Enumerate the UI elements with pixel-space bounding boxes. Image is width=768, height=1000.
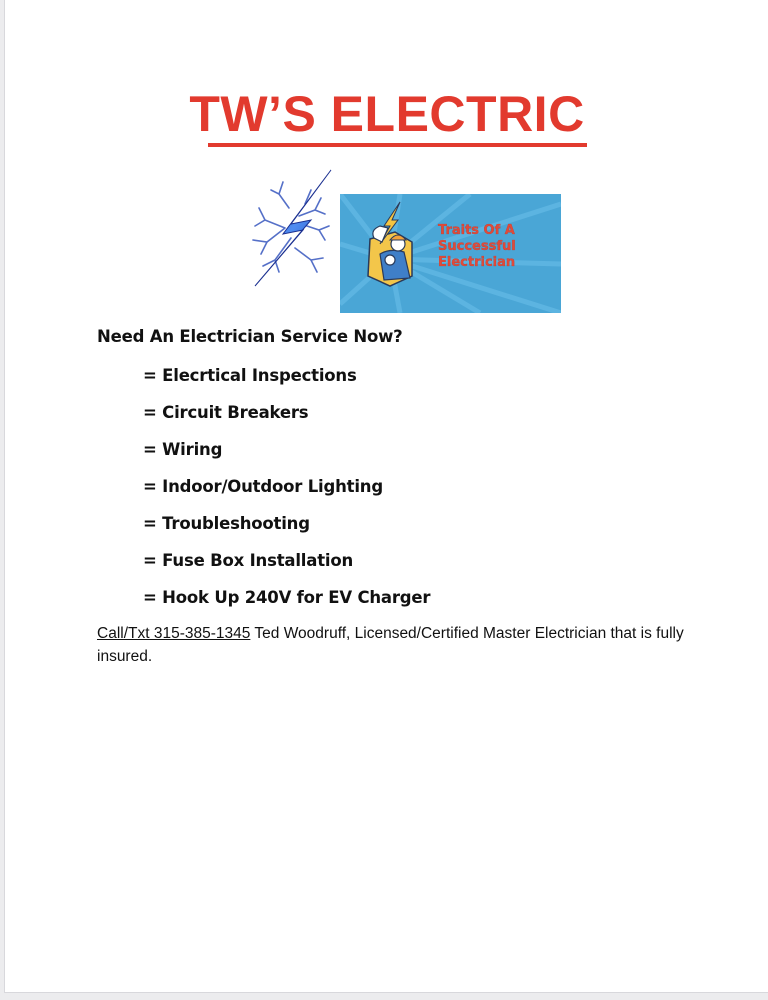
service-item: = Elecrtical Inspections <box>143 366 357 385</box>
service-item: = Indoor/Outdoor Lighting <box>143 477 383 496</box>
banner-line-1: Traits Of A <box>438 223 515 238</box>
document-page <box>4 0 768 993</box>
service-item: = Hook Up 240V for EV Charger <box>143 588 431 607</box>
service-item: = Wiring <box>143 440 223 459</box>
contact-text: Ted Woodruff, Licensed/Certified Master Electrician that is fully insured. <box>97 625 684 665</box>
service-item: = Troubleshooting <box>143 514 310 533</box>
lightning-bolt-icon <box>245 168 337 290</box>
contact-paragraph <box>97 622 707 668</box>
business-title: TW’S ELECTRIC <box>189 86 585 142</box>
banner-line-3: Electrician <box>438 255 516 270</box>
service-item: = Circuit Breakers <box>143 403 309 422</box>
traits-banner-image <box>340 194 561 313</box>
service-item: = Fuse Box Installation <box>143 551 354 570</box>
service-heading: Need An Electrician Service Now? <box>97 327 403 346</box>
phone-link[interactable]: Call/Txt 315-385-1345 <box>97 625 251 642</box>
title-underline <box>208 143 587 147</box>
banner-line-2: Successful <box>438 239 516 254</box>
banner-caption <box>438 223 516 271</box>
services-list <box>143 364 430 623</box>
